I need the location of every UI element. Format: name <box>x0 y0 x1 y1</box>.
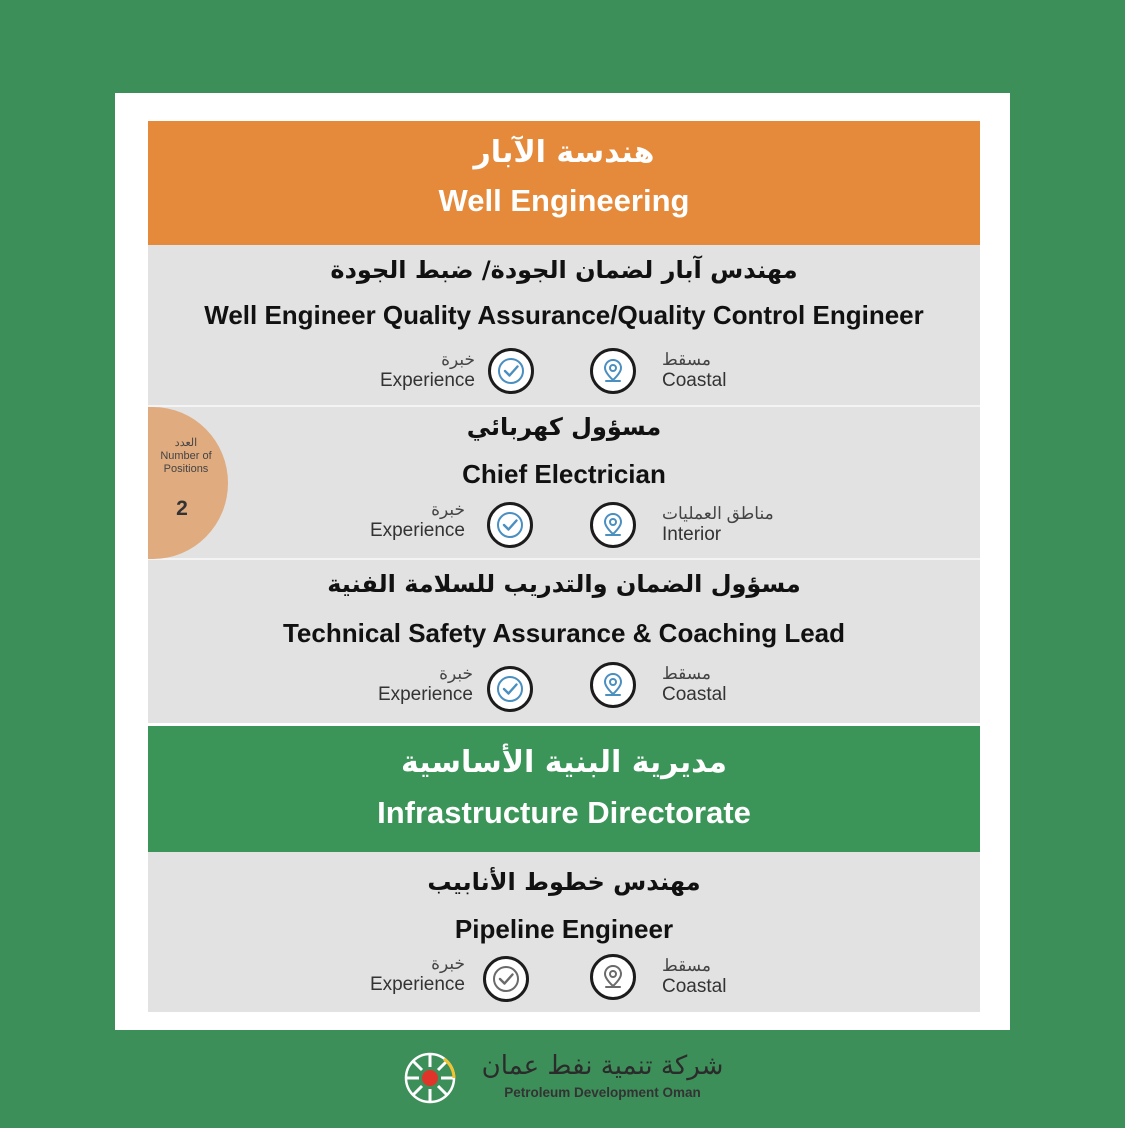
location-pin-icon <box>590 502 636 548</box>
experience-label-ar: خبرة <box>441 350 475 369</box>
job-title-en: Well Engineer Quality Assurance/Quality Control Engineer <box>204 300 924 330</box>
location-label-en: Coastal <box>662 976 727 997</box>
job-title-en: Technical Safety Assurance & Coaching Lead <box>282 618 846 648</box>
section-title-ar: مديرية البنية الأساسية <box>401 745 727 780</box>
job-title-ar: مسؤول كهربائي <box>466 413 662 441</box>
positions-label-en: Number of Positions <box>160 450 212 475</box>
experience-info <box>365 664 545 724</box>
job-title-ar: مهندس آبار لضمان الجودة/ ضبط الجودة <box>330 256 798 284</box>
location-label-en: Coastal <box>662 684 727 705</box>
check-icon <box>487 502 533 548</box>
pdo-logo-icon <box>400 1050 466 1106</box>
location-pin-icon <box>590 348 636 394</box>
location-pin-icon <box>590 954 636 1000</box>
company-logo <box>400 1045 740 1110</box>
experience-label-ar: خبرة <box>431 954 465 973</box>
experience-label-ar: خبرة <box>439 664 473 683</box>
experience-label-en: Experience <box>369 974 465 995</box>
location-label-en: Interior <box>662 524 722 545</box>
location-info <box>590 954 790 1014</box>
job-title-en: Chief Electrician <box>462 459 666 489</box>
location-pin-icon <box>590 662 636 708</box>
location-info <box>590 502 820 562</box>
job-listing <box>148 852 980 1012</box>
experience-info <box>355 954 545 1014</box>
section-title-en: Well Engineering <box>438 183 690 218</box>
experience-label-ar: خبرة <box>431 500 465 519</box>
location-label-ar: مسقط <box>662 350 712 369</box>
location-info <box>590 662 790 722</box>
job-title-ar: مسؤول الضمان والتدريب للسلامة الفنية <box>327 570 801 598</box>
job-title-en: Pipeline Engineer <box>454 914 674 944</box>
section-header-infrastructure <box>148 726 980 852</box>
job-listing <box>148 407 980 558</box>
job-listing <box>148 560 980 723</box>
location-label-ar: مسقط <box>662 956 712 975</box>
company-name-en: Petroleum Development Oman <box>504 1085 701 1100</box>
experience-info <box>365 348 545 408</box>
check-icon <box>483 956 529 1002</box>
location-label-ar: مناطق العمليات <box>662 504 774 523</box>
job-listing <box>148 245 980 405</box>
section-title-en: Infrastructure Directorate <box>377 795 751 830</box>
location-label-ar: مسقط <box>662 664 712 683</box>
positions-count: 2 <box>176 497 188 520</box>
experience-label-en: Experience <box>369 520 465 541</box>
experience-info <box>355 500 545 560</box>
section-header-well-engineering <box>148 121 980 245</box>
check-icon <box>488 348 534 394</box>
location-label-en: Coastal <box>662 370 727 391</box>
location-info <box>590 348 790 408</box>
check-icon <box>487 666 533 712</box>
company-name-ar: شركة تنمية نفط عمان <box>481 1051 724 1081</box>
positions-label-ar: العدد <box>174 437 198 449</box>
experience-label-en: Experience <box>377 684 473 705</box>
section-title-ar: هندسة الآبار <box>473 135 655 170</box>
experience-label-en: Experience <box>379 370 475 391</box>
job-title-ar: مهندس خطوط الأنابيب <box>427 868 701 896</box>
